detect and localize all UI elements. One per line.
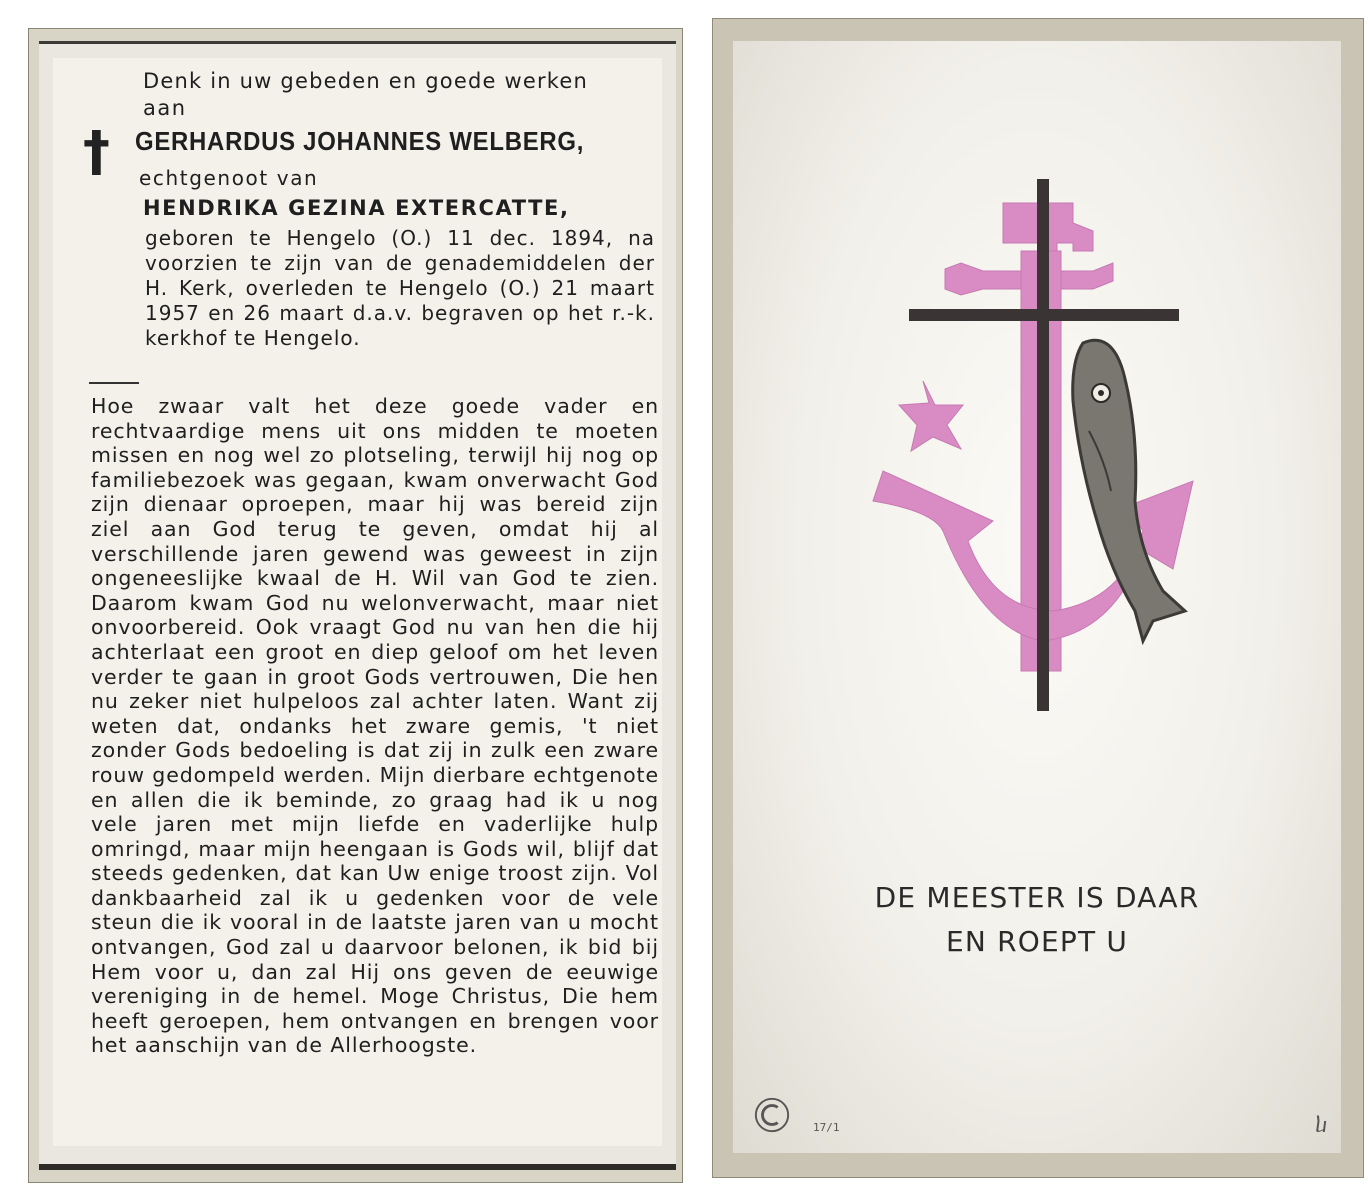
card-illustration-area: [733, 41, 1341, 1153]
memorial-card-text-side: [28, 28, 683, 1183]
cross-icon: [909, 179, 1179, 711]
section-divider: [89, 382, 139, 384]
corner-mark: ⴑ: [1315, 1113, 1327, 1137]
deceased-name: GERHARDUS JOHANNES WELBERG,: [135, 126, 585, 156]
print-code: 17/1: [813, 1121, 840, 1134]
anchor-cross-fish-emblem: [843, 171, 1243, 751]
motto-line-1: DE MEESTER IS DAAR: [874, 881, 1200, 914]
intro-line-continued: aan: [143, 96, 187, 120]
spouse-name: HENDRIKA GEZINA EXTERCATTE,: [143, 196, 570, 220]
biography-text: geboren te Hengelo (O.) 11 dec. 1894, na voorzien te zijn van de genademiddelen der H. Kerk, overleden te Hengelo (O.) 21 maart 1957 en 26 maart d.a.v. begraven op het r.-k. kerkhof te Hengelo.: [145, 226, 655, 350]
meditation-text: Hoe zwaar valt het deze goede vader en rechtvaardige mens uit ons midden te moeten missen en nog wel zo plotseling, terwijl hij nog op familiebezoek was gegaan, kwam onverwacht God zijn dienaar oproepen, maar hij was bereid zijn ziel aan God terug te geven, omdat hij al verschillende jaren gewend was geweest in zijn ongeneeslijke kwaal de H. Wil van God te zien. Daarom kwam God nu welonverwacht, maar niet onvoorbereid. Ook vraagt God nu van hen die hij achterlaat een groot en diep geloof om het leven verder te gaan in groot Gods vertrouwen, Die hen nu zeker niet hulpeloos zal achter laten. Want zij weten dat, ondanks het zware gemis, 't niet zonder Gods bedoeling is dat zij in zulk een zware rouw gedompeld werden. Mijn dierbare echtgenote en allen die ik beminde, zo graag had ik u nog vele jaren met mijn liefde en vaderlijke hulp omringd, maar mijn heengaan is Gods wil, blijf dat steeds gedenken, dat kan Uw enige troost zijn. Vol dankbaarheid zal ik u gedenken voor de vele steun die ik vooral in de laatste jaren van u mocht ontvangen, God zal u daarvoor belonen, ik bid bij Hem voor u, dan zal Hij ons geven de eeuwige vereniging in de hemel. Moge Christus, Die hem heeft geroepen, hem ontvangen en brengen voor het aanschijn van de Allerhoogste.: [91, 394, 659, 1058]
printer-logo-icon: [753, 1096, 791, 1134]
card-frame: [39, 41, 676, 1170]
intro-line: Denk in uw gebeden en goede werken: [143, 69, 589, 93]
cross-icon: †: [83, 120, 110, 183]
relation-label: echtgenoot van: [139, 166, 319, 190]
motto-line-2: EN ROEPT U: [945, 925, 1129, 958]
card-text-area: [53, 58, 662, 1146]
memorial-card-image-side: [712, 18, 1364, 1178]
